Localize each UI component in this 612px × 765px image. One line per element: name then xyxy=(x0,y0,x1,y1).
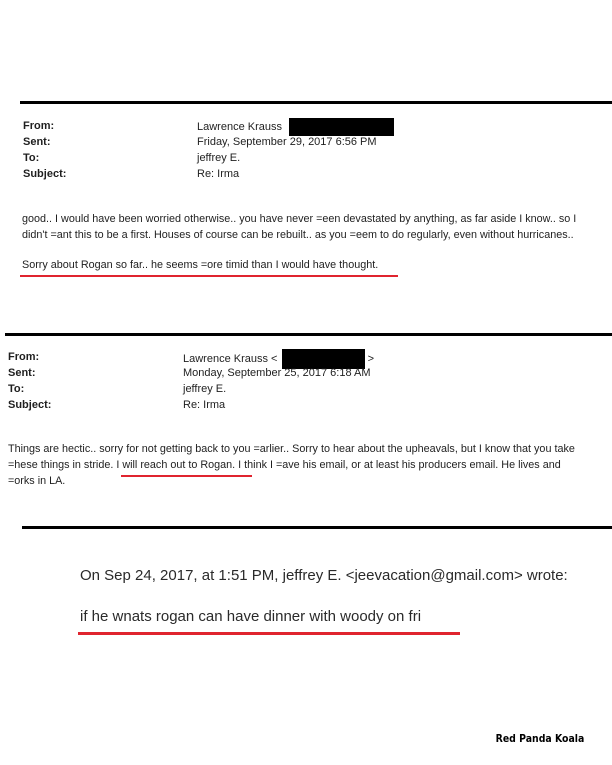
separator-top xyxy=(20,101,612,104)
email1-body-line3: Sorry about Rogan so far.. he seems =ore timid than I would have thought. xyxy=(22,259,379,271)
highlight-underline-3 xyxy=(78,632,460,635)
sent-value: Friday, September 29, 2017 6:56 PM xyxy=(197,136,377,148)
sender-bracket: > xyxy=(367,352,375,365)
sent-label: Sent: xyxy=(8,367,36,379)
to-value: jeffrey E. xyxy=(197,152,241,164)
from-label: From: xyxy=(8,351,40,363)
email2-body-line2: =hese things in stride. I will reach out to Rogan. I think I =ave his email, or at least his producers email. He lives and xyxy=(8,459,561,471)
watermark-label: Red Panda Koala xyxy=(495,732,584,745)
subject-value: Re: Irma xyxy=(197,168,240,180)
email2-body-line1: Things are hectic.. sorry for not getting back to you =arlier.. Sorry to hear about the upheavals, but I know that you take xyxy=(8,443,575,455)
separator-middle xyxy=(5,333,612,336)
sender-name: Lawrence Krauss < xyxy=(183,352,278,365)
subject-label: Subject: xyxy=(8,399,52,411)
sender-name: Lawrence Krauss xyxy=(197,120,282,133)
subject-label: Subject: xyxy=(23,168,67,180)
email2-header xyxy=(0,349,612,419)
sent-value: Monday, September 25, 2017 6:18 AM xyxy=(183,367,371,379)
from-label: From: xyxy=(23,120,55,132)
email2-body-line3: =orks in LA. xyxy=(8,475,66,487)
highlight-underline-2 xyxy=(121,475,252,477)
highlight-underline-1 xyxy=(20,275,398,277)
sent-label: Sent: xyxy=(23,136,51,148)
to-label: To: xyxy=(23,152,40,164)
to-value: jeffrey E. xyxy=(183,383,227,395)
quoted-body: if he wnats rogan can have dinner with woody on fri xyxy=(80,608,422,625)
email1-body-line1: good.. I would have been worried otherwise.. you have never =een devastated by anything, as far aside I know.. so I xyxy=(22,213,577,225)
quoted-header: On Sep 24, 2017, at 1:51 PM, jeffrey E. <jeevacation@gmail.com> wrote: xyxy=(80,567,568,584)
subject-value: Re: Irma xyxy=(183,399,226,411)
email1-body-line2: didn't =ant this to be a first. Houses of course can be rebuilt.. as you =eem to do regularly, even without hurricanes.. xyxy=(22,229,574,241)
separator-bottom xyxy=(22,526,612,529)
to-label: To: xyxy=(8,383,25,395)
email1-header xyxy=(0,118,612,188)
